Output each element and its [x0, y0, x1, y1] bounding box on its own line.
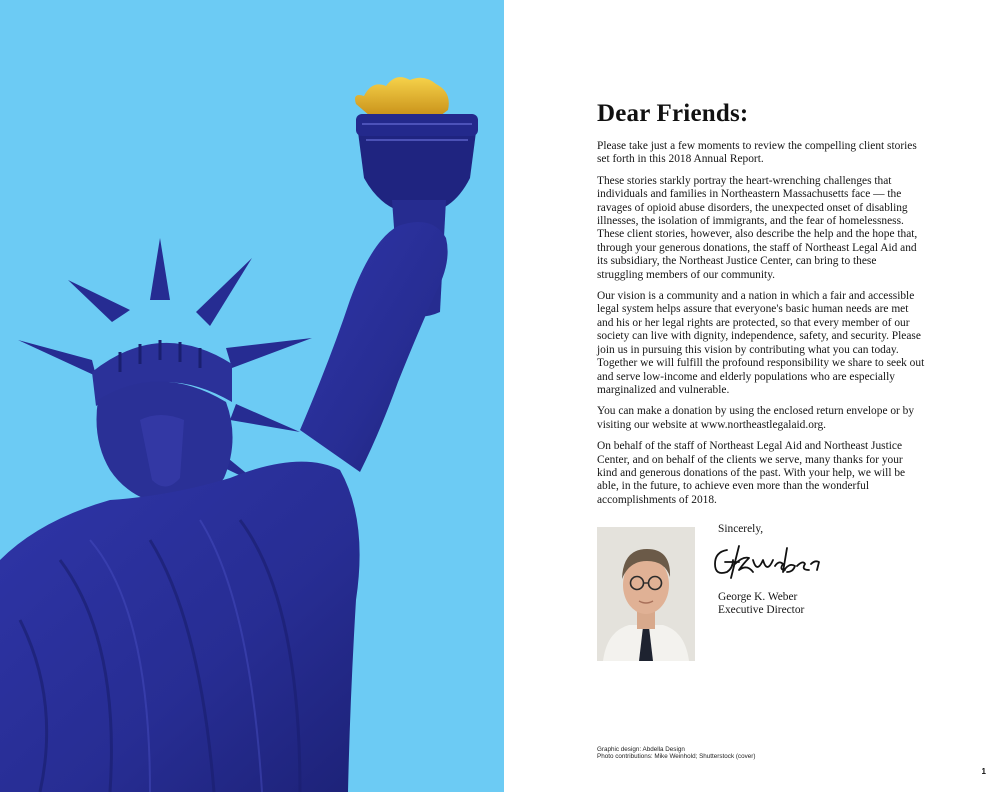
raised-arm: [300, 222, 448, 472]
letter-paragraph: On behalf of the staff of Northeast Legal Aid and Northeast Justice Center, and on behalf of the clients we serve, many thanks for your kind and generous donations of the past. With your help, we will be able, in the future, to achieve even more than the wonderful accomplishments of 2018.: [597, 440, 906, 506]
signer-portrait-photo: [597, 527, 695, 661]
signer-name: George K. Weber: [718, 591, 798, 603]
letter-page: [504, 0, 1008, 792]
letter-paragraph: Please take just a few moments to review the compelling client stories set forth in this 2018 Annual Report.: [597, 140, 917, 166]
statue-robe: [0, 462, 360, 792]
closing-line: Sincerely,: [718, 523, 764, 535]
torch-flame: [355, 77, 449, 116]
signer-title: Executive Director: [718, 604, 805, 617]
signer-block: [718, 591, 918, 618]
letter-paragraph: Our vision is a community and a nation in which a fair and accessible legal system helps assure that everyone's basic human needs are met and his or her legal rights are protected, so that every member of our society can live with dignity, independence, safety, and security. Please join us in pursuing this vision by contributing what you can today. Together we will fulfill the profound responsibility we share to seek out and serve low-income and elderly populations who are especially marginalized and vulnerable.: [597, 290, 925, 396]
letter-heading: Dear Friends:: [597, 100, 749, 127]
credits: [597, 746, 917, 761]
credit-design: Graphic design: Abdella Design: [597, 746, 685, 753]
letter-paragraph: You can make a donation by using the enclosed return envelope or by visiting our website at www.northeastlegalaid.org.: [597, 405, 915, 431]
signature: [709, 538, 829, 582]
credit-photos: Photo contributions: Mike Weinhold; Shutterstock (cover): [597, 753, 756, 761]
letter-paragraph: These stories starkly portray the heart-wrenching challenges that individuals and families in Northeastern Massachusetts face — the ravages of opioid abuse disorders, the unexpected onset of disabling illnesses, the isolation of immigrants, and the fear of homelessness. These client stories, however, also describe the help and the hope that, through your generous donations, the staff of Northeast Legal Aid and its subsidiary, the Northeast Justice Center, can bring to these struggling members of our community.: [597, 174, 918, 281]
letter-body: [597, 140, 925, 515]
page-number: 1: [981, 767, 986, 776]
